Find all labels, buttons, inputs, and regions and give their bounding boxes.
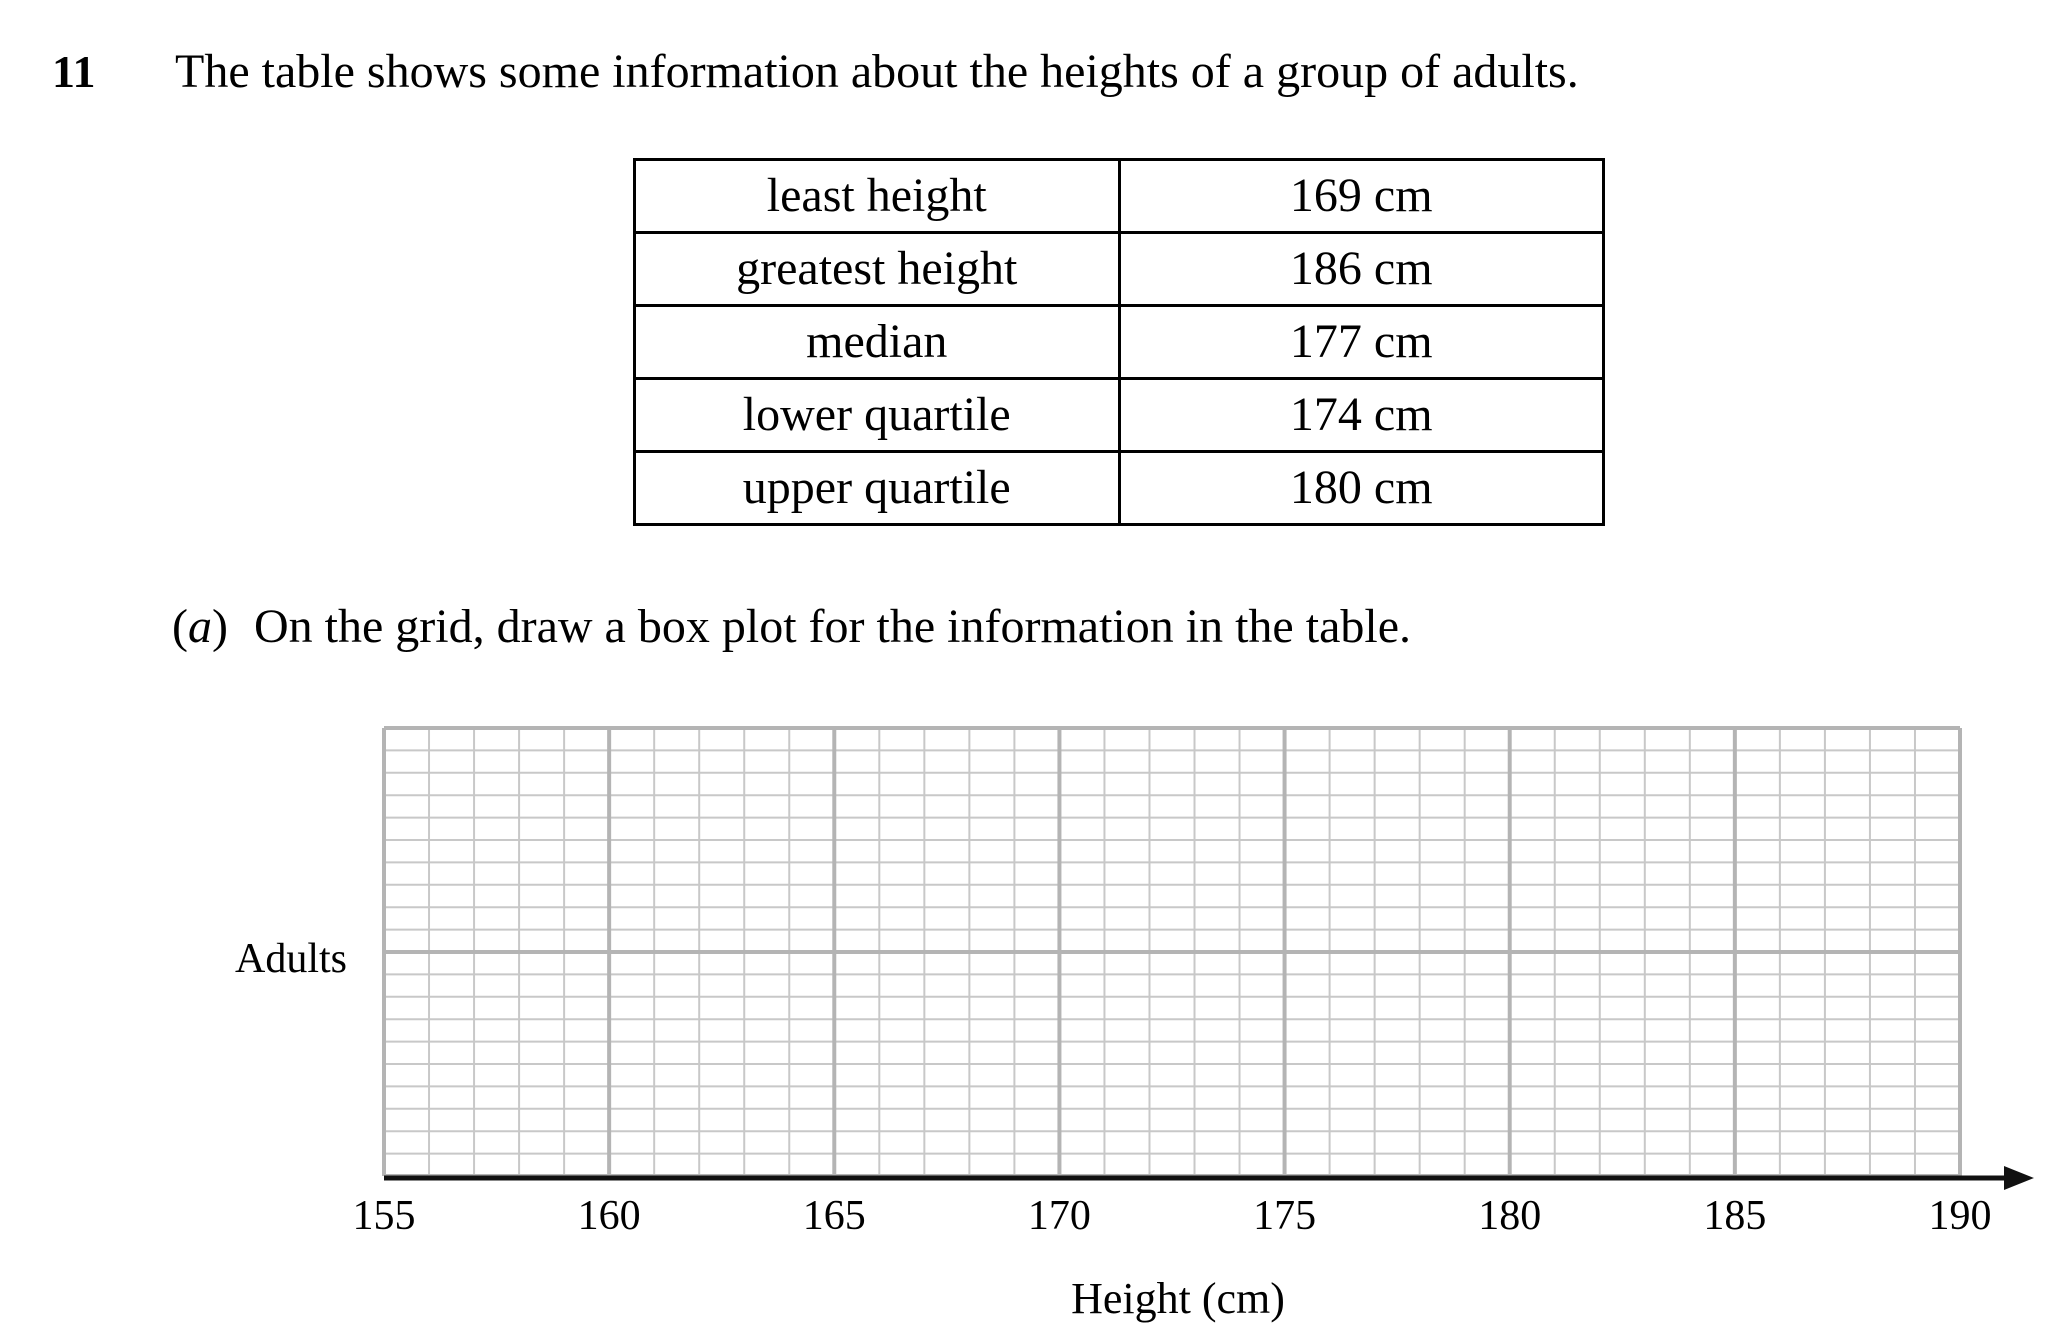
part-a-text: On the grid, draw a box plot for the information in the table.	[253, 600, 1412, 653]
table-cell-label: lower quartile	[635, 379, 1120, 452]
question-stem: The table shows some information about the heights of a group of adults.	[175, 45, 1579, 98]
x-tick-label: 180	[1478, 1193, 1542, 1239]
x-tick-label: 170	[1027, 1193, 1091, 1239]
x-tick-label: 160	[577, 1193, 641, 1239]
table-cell-value: 186 cm	[1119, 233, 1604, 306]
x-axis-arrow-icon	[2004, 1166, 2034, 1190]
part-a-close-paren: )	[211, 600, 228, 653]
x-tick-label: 190	[1928, 1193, 1992, 1239]
x-axis	[384, 1166, 2034, 1190]
x-tick-label: 175	[1253, 1193, 1317, 1239]
x-tick-labels	[353, 1193, 1992, 1239]
table-cell-label: median	[635, 306, 1120, 379]
x-tick-label: 155	[352, 1193, 416, 1239]
x-axis-label: Height (cm)	[1071, 1274, 1285, 1323]
x-tick-label: 185	[1703, 1193, 1767, 1239]
table-cell-label: greatest height	[635, 233, 1120, 306]
table-cell-value: 177 cm	[1119, 306, 1604, 379]
x-tick-label: 165	[802, 1193, 866, 1239]
part-a-open-paren: (	[172, 600, 188, 653]
table-cell-value: 169 cm	[1119, 160, 1604, 233]
question-number: 11	[52, 46, 96, 97]
table-cell-label: upper quartile	[635, 452, 1120, 525]
part-a-letter: a	[187, 600, 212, 653]
table-cell-value: 180 cm	[1119, 452, 1604, 525]
y-axis-label: Adults	[234, 936, 347, 982]
table-cell-value: 174 cm	[1119, 379, 1604, 452]
table-cell-label: least height	[635, 160, 1120, 233]
